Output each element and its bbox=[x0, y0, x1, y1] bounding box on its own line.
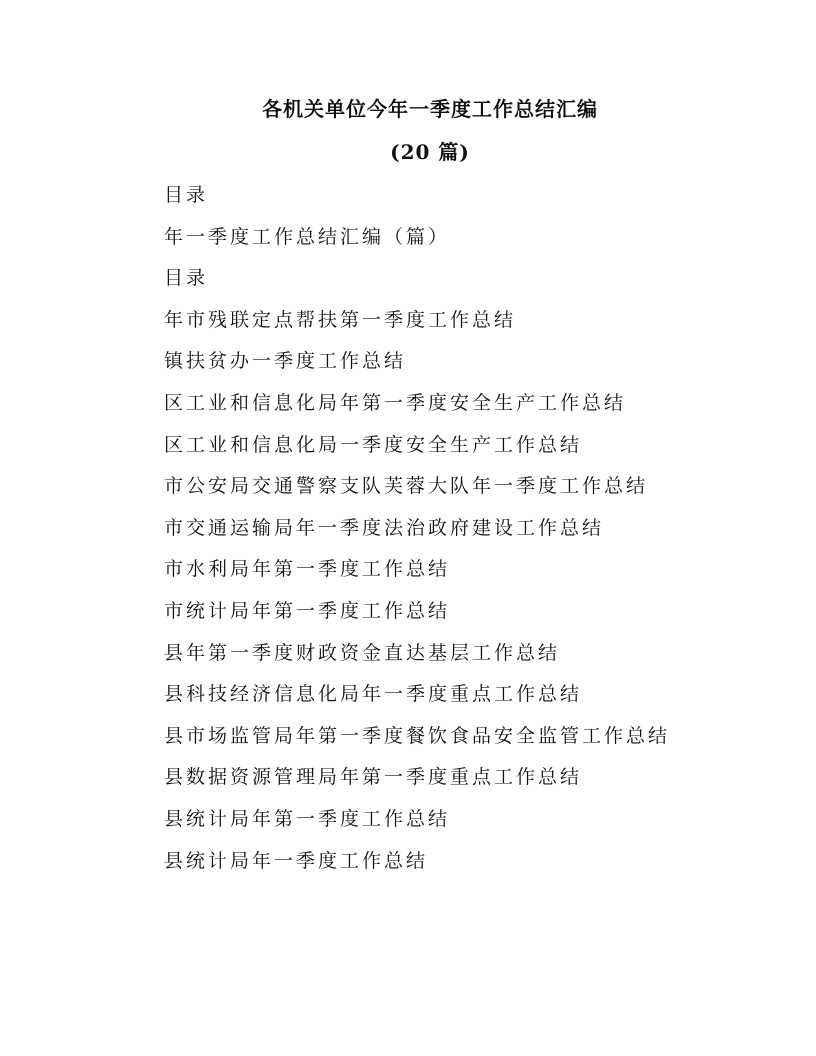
toc-entry: 县统计局年一季度工作总结 bbox=[164, 849, 429, 872]
toc-entry: 县统计局年第一季度工作总结 bbox=[164, 807, 451, 830]
toc-line: 年一季度工作总结汇编（篇） bbox=[164, 225, 451, 248]
table-of-contents bbox=[164, 175, 670, 882]
document-title: 各机关单位今年一季度工作总结汇编 bbox=[262, 97, 598, 121]
toc-heading: 目录 bbox=[164, 267, 209, 290]
toc-entry: 区工业和信息化局年第一季度安全生产工作总结 bbox=[164, 391, 627, 414]
toc-entry: 县科技经济信息化局年一季度重点工作总结 bbox=[164, 683, 583, 706]
toc-heading: 目录 bbox=[164, 184, 209, 206]
toc-entry: 区工业和信息化局一季度安全生产工作总结 bbox=[164, 433, 583, 456]
toc-entry: 年市残联定点帮扶第一季度工作总结 bbox=[164, 308, 517, 331]
toc-entry: 镇扶贫办一季度工作总结 bbox=[164, 350, 407, 373]
toc-entry: 市公安局交通警察支队芙蓉大队年一季度工作总结 bbox=[164, 475, 649, 498]
toc-entry: 县数据资源管理局年第一季度重点工作总结 bbox=[164, 766, 583, 789]
toc-entry: 县市场监管局年第一季度餐饮食品安全监管工作总结 bbox=[164, 724, 671, 747]
document-subtitle: (20 篇) bbox=[390, 140, 470, 164]
toc-entry: 市交通运输局年一季度法治政府建设工作总结 bbox=[164, 516, 605, 539]
toc-entry: 市水利局年第一季度工作总结 bbox=[164, 558, 451, 581]
toc-entry: 县年第一季度财政资金直达基层工作总结 bbox=[164, 641, 561, 664]
toc-entry: 市统计局年第一季度工作总结 bbox=[164, 599, 451, 622]
